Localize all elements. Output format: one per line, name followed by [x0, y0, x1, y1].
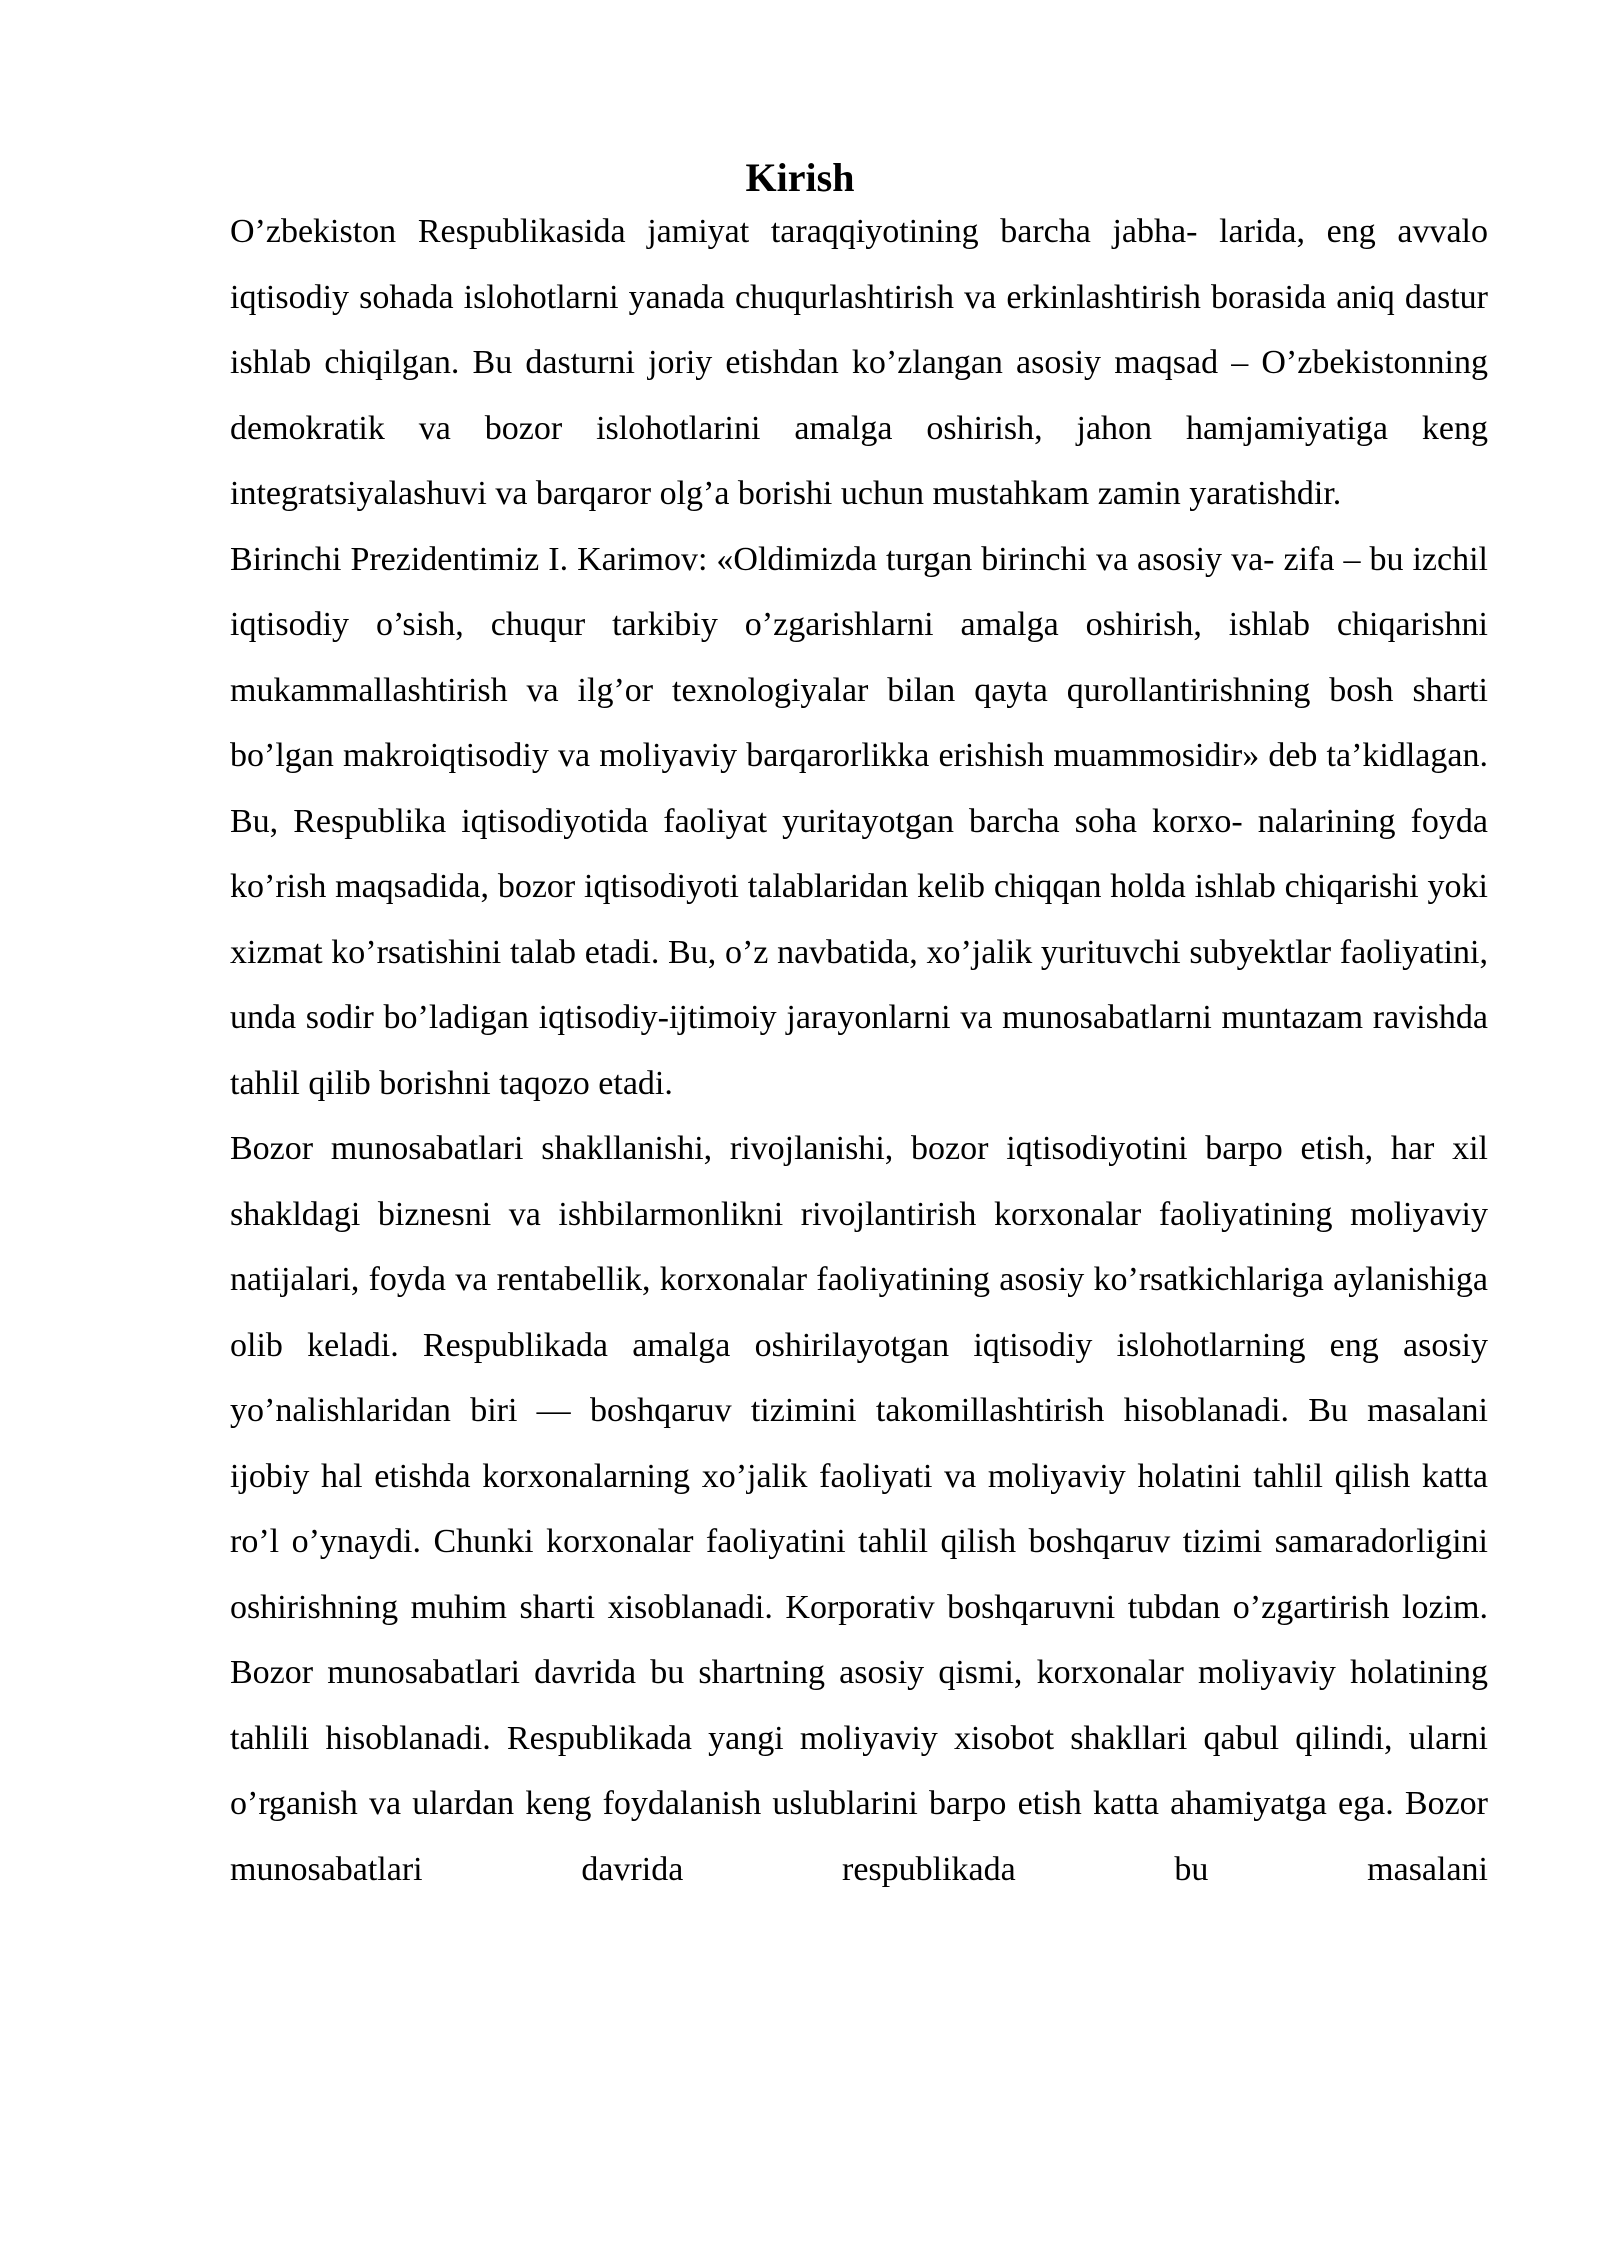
body-text	[230, 199, 1488, 1902]
page-title: Kirish	[745, 155, 855, 200]
paragraph-1: O’zbekiston Respublikasida jamiyat taraqqiyotining barcha jabha- larida, eng avvalo iqtisodiy sohada islohotlarni yanada chuqurlashtirish va erkinlashtirish borasida aniq dastur ishlab chiqilgan. Bu dasturni joriy etishdan ko’zlangan asosiy maqsad – O’zbekistonning demokratik va bozor islohotlarini amalga oshirish, jahon hamjamiyatiga keng integratsiyalashuvi va barqaror olg’a borishi uchun mustahkam zamin yaratishdir.	[230, 213, 1488, 512]
paragraph-3: Bozor munosabatlari shakllanishi, rivojlanishi, bozor iqtisodiyotini barpo etish, har xil shakldagi biznesni va ishbilarmonlikni rivojlantirish korxonalar faoliyatining moliyaviy natijalari, foyda va rentabellik, korxonalar faoliyatining asosiy ko’rsatkichlariga aylanishiga olib keladi. Respublikada amalga oshirilayotgan iqtisodiy islohotlarning eng asosiy yo’nalishlaridan biri — boshqaruv tizimini takomillashtirish hisoblanadi. Bu masalani ijobiy hal etishda korxonalarning xo’jalik faoliyati va moliyaviy holatini tahlil qilish katta ro’l o’ynaydi. Chunki korxonalar faoliyatini tahlil qilish boshqaruv tizimi samaradorligini oshirishning muhim sharti xisoblanadi. Korporativ boshqaruvni tubdan o’zgartirish lozim. Bozor munosabatlari davrida bu shartning asosiy qismi, korxonalar moliyaviy holatining tahlili hisoblanadi. Respublikada yangi moliyaviy xisobot shakllari qabul qilindi, ularni o’rganish va ulardan keng foydalanish uslublarini barpo etish katta ahamiyatga ega. Bozor munosabatlari davrida respublikada bu masalani	[230, 1130, 1488, 1888]
paragraph-2: Birinchi Prezidentimiz I. Karimov: «Oldimizda turgan birinchi va asosiy va- zifa – bu izchil iqtisodiy o’sish, chuqur tarkibiy o’zgarishlarni amalga oshirish, ishlab chiqarishni mukammallashtirish va ilg’or texnologiyalar bilan qayta qurollantirishning bosh sharti bo’lgan makroiqtisodiy va moliyaviy barqarorlikka erishish muammosidir» deb ta’kidlagan. Bu, Respublika iqtisodiyotida faoliyat yuritayotgan barcha soha korxo- nalarining foyda ko’rish maqsadida, bozor iqtisodiyoti talablaridan kelib chiqqan holda ishlab chiqarishi yoki xizmat ko’rsatishini talab etadi. Bu, o’z navbatida, xo’jalik yurituvchi subyektlar faoliyatini, unda sodir bo’ladigan iqtisodiy-ijtimoiy jarayonlarni va munosabatlarni muntazam ravishda tahlil qilib borishni taqozo etadi.	[230, 540, 1488, 1102]
